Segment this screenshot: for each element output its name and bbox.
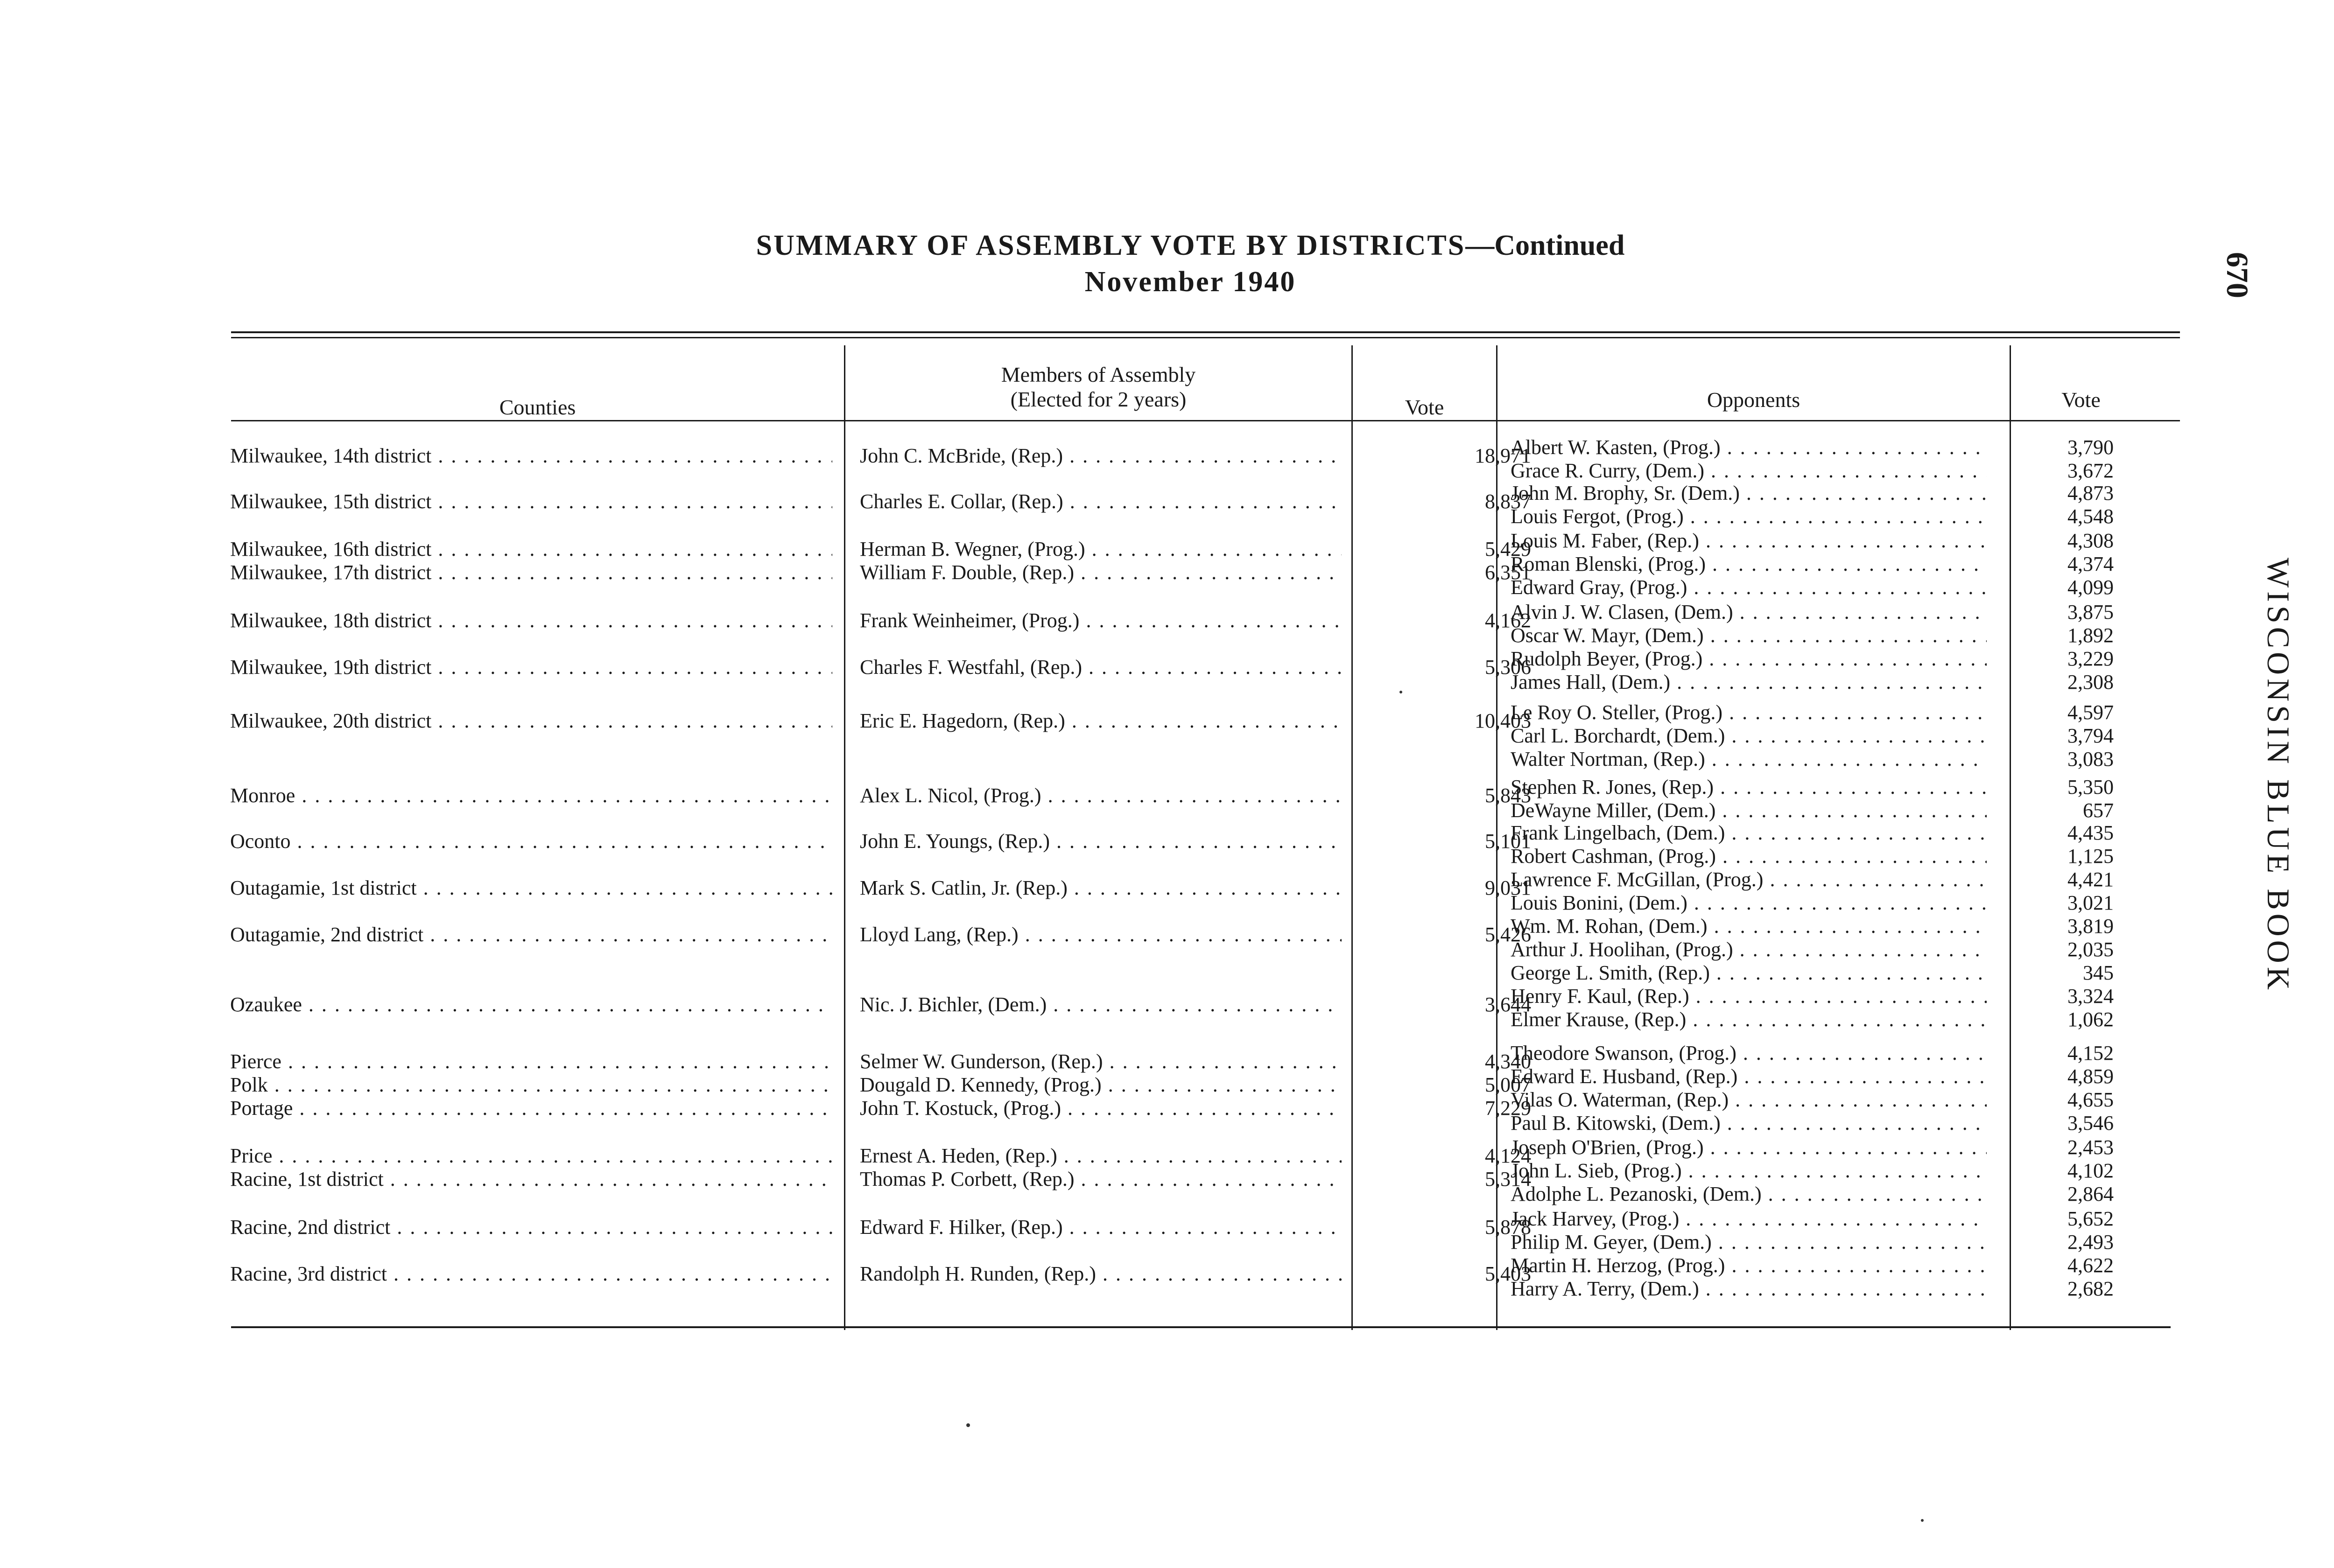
member-cell-text: John T. Kostuck, (Prog.) . . . — [860, 1097, 1342, 1120]
header-vote — [1353, 383, 1496, 420]
opponent-name: Louis Fergot, (Prog.) . . . — [1511, 505, 1987, 528]
title-main: SUMMARY OF ASSEMBLY VOTE BY DISTRICTS — [756, 230, 1466, 261]
member-cell — [860, 1097, 1342, 1120]
member-cell-text: Herman B. Wegner, (Prog.) . . . — [860, 538, 1342, 561]
opponent-name: Carl L. Borchardt, (Dem.) . . . — [1511, 724, 1987, 748]
opponent-vote: 657 — [2083, 799, 2114, 822]
opponents-cell — [1511, 1159, 1987, 1206]
member-cell — [860, 1168, 1342, 1191]
opponent-vote: 3,672 — [2067, 459, 2114, 482]
opponents-cell — [1511, 776, 1987, 822]
opponent-name: Rudolph Beyer, (Prog.) . . . — [1511, 647, 1987, 671]
county-cell-text: Milwaukee, 16th district . . . — [230, 538, 832, 561]
vote-cell-text: 5,426 — [1485, 923, 1531, 946]
opponents-cell — [1511, 1042, 1987, 1065]
county-cell-text: Milwaukee, 14th district . . . — [230, 444, 832, 468]
opponent-name: Paul B. Kitowski, (Dem.) . . . — [1511, 1112, 1987, 1135]
opponent-name: Elmer Krause, (Rep.) . . . — [1511, 1008, 1987, 1031]
opponent-name: Henry F. Kaul, (Rep.) . . . — [1511, 985, 1987, 1008]
member-cell-text: John C. McBride, (Rep.) . . . — [860, 444, 1342, 468]
opponents-cell — [1511, 915, 1987, 985]
county-cell — [230, 561, 832, 584]
member-cell — [860, 490, 1342, 513]
member-cell — [860, 609, 1342, 632]
opponent-votes-cell — [2035, 601, 2114, 647]
header-members-line2: (Elected for 2 years) — [1010, 387, 1187, 411]
opponent-vote: 4,152 — [2067, 1042, 2114, 1064]
opponent-votes-cell — [2035, 776, 2114, 822]
header-members — [845, 364, 1351, 411]
opponents-cell — [1511, 1254, 1987, 1301]
vote-cell — [1382, 993, 1531, 1016]
county-cell — [230, 1050, 832, 1073]
member-cell — [860, 876, 1342, 900]
opponent-votes-cell — [2035, 915, 2114, 985]
opponent-votes-cell — [2035, 482, 2114, 528]
opponents-cell — [1511, 701, 1987, 771]
opponent-name: James Hall, (Dem.) . . . — [1511, 671, 1987, 694]
county-cell-text: Milwaukee, 19th district . . . — [230, 656, 832, 679]
vote-cell-text: 5,101 — [1485, 830, 1531, 853]
opponent-name: Adolphe L. Pezanoski, (Dem.) . . . — [1511, 1183, 1987, 1206]
opponent-vote: 3,083 — [2067, 748, 2114, 770]
opponent-votes-cell — [2035, 1254, 2114, 1301]
vote-cell — [1382, 1216, 1531, 1239]
county-cell — [230, 923, 832, 946]
header-opponents — [1497, 383, 2010, 413]
opponent-name: Louis M. Faber, (Rep.) . . . — [1511, 529, 1987, 553]
opponent-vote: 2,453 — [2067, 1136, 2114, 1159]
opponent-votes-cell — [2035, 1088, 2114, 1135]
opponent-vote: 1,062 — [2067, 1008, 2114, 1031]
vote-cell-text: 6,351 — [1485, 561, 1531, 584]
opponent-name: Grace R. Curry, (Dem.) . . . — [1511, 459, 1987, 483]
vote-cell — [1382, 490, 1531, 513]
vote-cell-text: 18,971 — [1475, 444, 1531, 467]
vote-cell — [1382, 876, 1531, 900]
vote-cell — [1382, 538, 1531, 561]
opponent-vote: 4,597 — [2067, 701, 2114, 724]
opponent-votes-cell — [2035, 1207, 2114, 1254]
member-cell — [860, 538, 1342, 561]
county-cell — [230, 1262, 832, 1286]
opponent-votes-cell — [2035, 1159, 2114, 1206]
running-head: WISCONSIN BLUE BOOK — [2261, 558, 2296, 994]
opponent-vote: 2,493 — [2067, 1231, 2114, 1253]
vote-cell-text: 4,162 — [1485, 609, 1531, 632]
opponent-vote: 4,102 — [2067, 1159, 2114, 1182]
opponent-votes-cell — [2035, 701, 2114, 771]
county-cell — [230, 538, 832, 561]
county-cell-text: Monroe . . . — [230, 784, 832, 807]
member-cell-text: John E. Youngs, (Rep.) . . . — [860, 830, 1342, 853]
opponent-name: John L. Sieb, (Prog.) . . . — [1511, 1159, 1987, 1183]
member-cell-text: Nic. J. Bichler, (Dem.) . . . — [860, 993, 1342, 1016]
member-cell — [860, 561, 1342, 584]
vote-cell-text: 5,429 — [1485, 538, 1531, 560]
scan-speck — [1921, 1519, 1924, 1522]
vote-cell-text: 4,124 — [1485, 1144, 1531, 1167]
opponent-vote: 2,035 — [2067, 938, 2114, 961]
opponent-vote: 3,546 — [2067, 1112, 2114, 1134]
opponents-cell — [1511, 601, 1987, 647]
opponent-vote: 2,308 — [2067, 671, 2114, 693]
county-cell-text: Racine, 1st district . . . — [230, 1168, 832, 1191]
member-cell — [860, 1073, 1342, 1097]
county-cell-text: Milwaukee, 17th district . . . — [230, 561, 832, 584]
opponent-vote: 4,308 — [2067, 529, 2114, 552]
vote-cell-text: 5,007 — [1485, 1073, 1531, 1096]
top-rule-2 — [231, 337, 2180, 338]
opponent-vote: 2,682 — [2067, 1277, 2114, 1300]
opponent-vote: 3,229 — [2067, 647, 2114, 670]
col-divider-1 — [844, 345, 845, 1330]
member-cell — [860, 1144, 1342, 1168]
opponent-vote: 2,864 — [2067, 1183, 2114, 1205]
member-cell — [860, 923, 1342, 946]
vote-cell — [1382, 1144, 1531, 1168]
member-cell — [860, 444, 1342, 468]
opponent-vote: 5,350 — [2067, 776, 2114, 798]
county-cell — [230, 1073, 832, 1097]
vote-cell-text: 5,314 — [1485, 1168, 1531, 1190]
county-cell — [230, 1144, 832, 1168]
county-cell — [230, 993, 832, 1016]
county-cell-text: Milwaukee, 18th district . . . — [230, 609, 832, 632]
opponents-cell — [1511, 1136, 1987, 1159]
opponent-vote: 5,652 — [2067, 1207, 2114, 1230]
member-cell — [860, 993, 1342, 1016]
opponent-vote: 4,873 — [2067, 482, 2114, 504]
opponent-name: Joseph O'Brien, (Prog.) . . . — [1511, 1136, 1987, 1159]
member-cell-text: Alex L. Nicol, (Prog.) . . . — [860, 784, 1342, 807]
header-opponents-label: Opponents — [1707, 388, 1800, 412]
header-counties — [231, 383, 844, 420]
opponent-vote: 4,435 — [2067, 821, 2114, 844]
vote-cell-text: 9,031 — [1485, 876, 1531, 899]
member-cell — [860, 784, 1342, 807]
county-cell-text: Oconto . . . — [230, 830, 832, 853]
county-cell-text: Racine, 2nd district . . . — [230, 1216, 832, 1239]
county-cell — [230, 876, 832, 900]
opponent-name: Roman Blenski, (Prog.) . . . — [1511, 553, 1987, 576]
county-cell-text: Portage . . . — [230, 1097, 832, 1120]
member-cell — [860, 830, 1342, 853]
member-cell-text: Mark S. Catlin, Jr. (Rep.) . . . — [860, 876, 1342, 900]
member-cell-text: Dougald D. Kennedy, (Prog.) . . . — [860, 1073, 1342, 1097]
vote-cell — [1382, 1073, 1531, 1097]
opponent-name: DeWayne Miller, (Dem.) . . . — [1511, 799, 1987, 822]
member-cell — [860, 1216, 1342, 1239]
opponent-name: Robert Cashman, (Prog.) . . . — [1511, 845, 1987, 868]
county-cell-text: Milwaukee, 20th district . . . — [230, 709, 832, 733]
opponent-vote: 4,374 — [2067, 553, 2114, 575]
opponent-votes-cell — [2035, 553, 2114, 599]
opponent-vote: 3,021 — [2067, 891, 2114, 914]
opponents-cell — [1511, 821, 1987, 868]
vote-cell — [1382, 656, 1531, 679]
member-cell-text: Charles E. Collar, (Rep.) . . . — [860, 490, 1342, 513]
vote-cell — [1382, 784, 1531, 807]
opponents-cell — [1511, 553, 1987, 599]
scan-speck — [1399, 691, 1402, 693]
opponent-vote: 4,622 — [2067, 1254, 2114, 1277]
county-cell-text: Racine, 3rd district . . . — [230, 1262, 832, 1286]
opponent-name: George L. Smith, (Rep.) . . . — [1511, 961, 1987, 985]
header-rule — [231, 420, 2180, 421]
vote-cell-text: 5,843 — [1485, 784, 1531, 807]
opponent-vote: 4,859 — [2067, 1065, 2114, 1088]
opponent-name: Jack Harvey, (Prog.) . . . — [1511, 1207, 1987, 1231]
opponent-votes-cell — [2035, 1065, 2114, 1088]
county-cell — [230, 490, 832, 513]
vote-cell — [1382, 609, 1531, 632]
opponent-name: Albert W. Kasten, (Prog.) . . . — [1511, 436, 1987, 459]
col-divider-4 — [2010, 345, 2011, 1330]
opponent-name: Lawrence F. McGillan, (Prog.) . . . — [1511, 868, 1987, 891]
opponent-name: Arthur J. Hoolihan, (Prog.) . . . — [1511, 938, 1987, 961]
opponent-vote: 4,421 — [2067, 868, 2114, 891]
opponents-cell — [1511, 985, 1987, 1031]
member-cell-text: William F. Double, (Rep.) . . . — [860, 561, 1342, 584]
member-cell-text: Lloyd Lang, (Rep.) . . . — [860, 923, 1342, 946]
county-cell-text: Price . . . — [230, 1144, 832, 1168]
opponent-name: Stephen R. Jones, (Rep.) . . . — [1511, 776, 1987, 799]
opponents-cell — [1511, 647, 1987, 694]
vote-cell — [1382, 561, 1531, 584]
opponents-cell — [1511, 1207, 1987, 1254]
member-cell — [860, 1262, 1342, 1286]
opponents-cell — [1511, 868, 1987, 915]
vote-cell — [1382, 444, 1531, 468]
bottom-rule — [231, 1326, 2171, 1328]
opponent-vote: 3,819 — [2067, 915, 2114, 938]
vote-cell — [1382, 1097, 1531, 1120]
opponent-name: Le Roy O. Steller, (Prog.) . . . — [1511, 701, 1987, 724]
vote-cell — [1382, 830, 1531, 853]
page-number: 670 — [2220, 252, 2254, 298]
opponent-vote: 3,794 — [2067, 724, 2114, 747]
title-line — [607, 228, 1774, 264]
opponent-name: Walter Nortman, (Rep.) . . . — [1511, 748, 1987, 771]
opponent-vote: 1,125 — [2067, 845, 2114, 868]
opponent-votes-cell — [2035, 647, 2114, 694]
county-cell-text: Outagamie, 1st district . . . — [230, 876, 832, 900]
vote-cell-text: 5,306 — [1485, 656, 1531, 679]
opponent-votes-cell — [2035, 1136, 2114, 1159]
title-date: November 1940 — [1084, 266, 1296, 298]
vote-cell-text: 3,644 — [1485, 993, 1531, 1016]
opponent-votes-cell — [2035, 821, 2114, 868]
scan-speck — [966, 1423, 970, 1427]
opponent-name: Harry A. Terry, (Dem.) . . . — [1511, 1277, 1987, 1301]
opponent-votes-cell — [2035, 985, 2114, 1031]
opponents-cell — [1511, 1065, 1987, 1088]
top-rule-1 — [231, 331, 2180, 333]
vote-cell — [1382, 1050, 1531, 1073]
opponents-cell — [1511, 529, 1987, 553]
opponent-vote: 4,655 — [2067, 1088, 2114, 1111]
county-cell — [230, 1168, 832, 1191]
opponent-votes-cell — [2035, 529, 2114, 553]
header-counties-label: Counties — [499, 395, 576, 420]
opponent-name: Martin H. Herzog, (Prog.) . . . — [1511, 1254, 1987, 1277]
opponent-vote: 3,324 — [2067, 985, 2114, 1008]
county-cell — [230, 656, 832, 679]
county-cell — [230, 784, 832, 807]
title-continued: —Continued — [1465, 230, 1625, 261]
member-cell-text: Eric E. Hagedorn, (Rep.) . . . — [860, 709, 1342, 733]
member-cell-text: Charles F. Westfahl, (Rep.) . . . — [860, 656, 1342, 679]
opponent-name: Louis Bonini, (Dem.) . . . — [1511, 891, 1987, 915]
opponent-votes-cell — [2035, 1042, 2114, 1065]
opponents-cell — [1511, 482, 1987, 528]
opponent-vote: 3,875 — [2067, 601, 2114, 623]
opponents-cell — [1511, 1088, 1987, 1135]
opponents-cell — [1511, 436, 1987, 483]
col-divider-2 — [1351, 345, 1353, 1330]
opponent-vote: 345 — [2083, 961, 2114, 984]
header-opp-vote — [2011, 383, 2151, 413]
vote-cell-text: 5,403 — [1485, 1262, 1531, 1285]
page-title — [607, 228, 1774, 300]
county-cell-text: Outagamie, 2nd district . . . — [230, 923, 832, 946]
vote-cell — [1382, 1168, 1531, 1191]
header-vote-label: Vote — [1405, 395, 1444, 420]
opponent-votes-cell — [2035, 436, 2114, 483]
opponent-name: Frank Lingelbach, (Dem.) . . . — [1511, 821, 1987, 845]
opponent-votes-cell — [2035, 868, 2114, 915]
opponent-name: Philip M. Geyer, (Dem.) . . . — [1511, 1231, 1987, 1254]
member-cell-text: Ernest A. Heden, (Rep.) . . . — [860, 1144, 1342, 1168]
county-cell — [230, 1097, 832, 1120]
member-cell — [860, 656, 1342, 679]
opponent-name: Edward E. Husband, (Rep.) . . . — [1511, 1065, 1987, 1088]
opponent-name: Oscar W. Mayr, (Dem.) . . . — [1511, 624, 1987, 647]
member-cell-text: Thomas P. Corbett, (Rep.) . . . — [860, 1168, 1342, 1191]
county-cell-text: Milwaukee, 15th district . . . — [230, 490, 832, 513]
opponent-vote: 3,790 — [2067, 436, 2114, 459]
vote-cell-text: 7,229 — [1485, 1097, 1531, 1120]
opponent-name: Alvin J. W. Clasen, (Dem.) . . . — [1511, 601, 1987, 624]
vote-cell-text: 10,403 — [1475, 709, 1531, 732]
opponent-vote: 1,892 — [2067, 624, 2114, 647]
opponent-name: Edward Gray, (Prog.) . . . — [1511, 576, 1987, 599]
member-cell — [860, 709, 1342, 733]
member-cell — [860, 1050, 1342, 1073]
header-opp-vote-label: Vote — [2061, 388, 2101, 412]
opponent-name: Wm. M. Rohan, (Dem.) . . . — [1511, 915, 1987, 938]
vote-cell — [1382, 1262, 1531, 1286]
county-cell — [230, 1216, 832, 1239]
opponent-vote: 4,548 — [2067, 505, 2114, 528]
member-cell-text: Edward F. Hilker, (Rep.) . . . — [860, 1216, 1342, 1239]
vote-cell — [1382, 923, 1531, 946]
county-cell — [230, 830, 832, 853]
vote-cell — [1382, 709, 1531, 733]
member-cell-text: Selmer W. Gunderson, (Rep.) . . . — [860, 1050, 1342, 1073]
vote-cell-text: 5,878 — [1485, 1216, 1531, 1239]
county-cell-text: Ozaukee . . . — [230, 993, 832, 1016]
opponent-vote: 4,099 — [2067, 576, 2114, 599]
member-cell-text: Randolph H. Runden, (Rep.) . . . — [860, 1262, 1342, 1286]
county-cell — [230, 709, 832, 733]
header-members-line1: Members of Assembly — [1001, 363, 1196, 387]
county-cell-text: Pierce . . . — [230, 1050, 832, 1073]
county-cell — [230, 609, 832, 632]
opponent-name: Theodore Swanson, (Prog.) . . . — [1511, 1042, 1987, 1065]
vote-cell-text: 8,837 — [1485, 490, 1531, 513]
county-cell — [230, 444, 832, 468]
vote-cell-text: 4,340 — [1485, 1050, 1531, 1073]
opponent-name: Vilas O. Waterman, (Rep.) . . . — [1511, 1088, 1987, 1112]
county-cell-text: Polk . . . — [230, 1073, 832, 1097]
opponent-name: John M. Brophy, Sr. (Dem.) . . . — [1511, 482, 1987, 505]
member-cell-text: Frank Weinheimer, (Prog.) . . . — [860, 609, 1342, 632]
